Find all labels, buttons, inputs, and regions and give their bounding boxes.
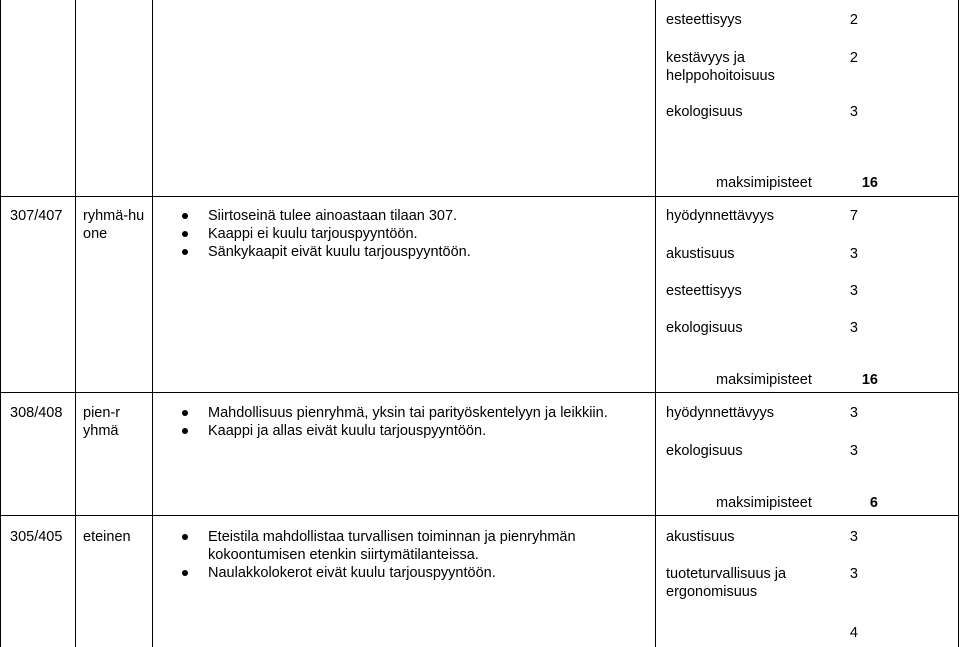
max-points-value: 16 <box>861 372 878 388</box>
criterion-points: 3 <box>849 320 858 336</box>
criterion-points: 4 <box>849 625 858 641</box>
column-divider <box>75 0 76 647</box>
list-item: Kaappi ja allas eivät kuulu tarjouspyyntöön. <box>178 422 608 440</box>
room-name <box>83 207 145 243</box>
criterion-points: 3 <box>849 529 858 545</box>
row-divider <box>0 196 959 197</box>
criterion-name: hyödynnettävyys <box>666 405 775 421</box>
room-notes <box>178 404 608 440</box>
criterion-name: ekologisuus <box>666 320 743 336</box>
list-item <box>178 528 638 564</box>
room-name-text: pien-ryhmä <box>83 405 121 439</box>
row-divider <box>0 515 959 516</box>
criterion-name: tuoteturvallisuus ja ergonomisuus <box>666 566 787 600</box>
criterion-points: 3 <box>849 104 858 120</box>
criterion-points: 7 <box>849 208 858 224</box>
column-divider <box>152 0 153 647</box>
row-divider <box>0 392 959 393</box>
list-item: Naulakkolokerot eivät kuulu tarjouspyyntöön. <box>178 564 638 582</box>
max-points-value: 16 <box>861 175 878 191</box>
criterion-points: 3 <box>849 283 858 299</box>
room-notes <box>178 528 638 582</box>
criterion-points: 2 <box>849 50 858 66</box>
column-divider <box>655 0 656 647</box>
room-code: 307/407 <box>10 208 63 224</box>
criterion-points: 3 <box>849 443 858 459</box>
criterion-name: kestävyys ja helppohoitoisuus <box>666 50 775 84</box>
max-points-label: maksimipisteet <box>716 175 812 191</box>
criterion-name: esteettisyys <box>666 283 742 299</box>
criterion-points: 3 <box>849 246 858 262</box>
max-points-label: maksimipisteet <box>716 495 812 511</box>
criterion-name: akustisuus <box>666 246 735 262</box>
room-name-text: ryhmä-huone <box>83 208 145 242</box>
room-notes <box>178 207 471 261</box>
criterion-points: 2 <box>849 12 858 28</box>
criterion-name: esteettisyys <box>666 12 742 28</box>
room-name <box>83 404 123 440</box>
table-border-right <box>958 0 959 647</box>
list-item-text: Eteistila mahdollistaa turvallisen toiminnan ja pienryhmän kokoontumisen etenkin siirtymätilanteissa. <box>208 529 576 563</box>
criterion-name: akustisuus <box>666 529 735 545</box>
room-code: 308/408 <box>10 405 63 421</box>
list-item: Siirtoseinä tulee ainoastaan tilaan 307. <box>178 207 471 225</box>
max-points-label: maksimipisteet <box>716 372 812 388</box>
criterion-points: 3 <box>849 405 858 421</box>
room-code: 305/405 <box>10 529 63 545</box>
room-name: eteinen <box>83 529 131 545</box>
list-item: Sänkykaapit eivät kuulu tarjouspyyntöön. <box>178 243 471 261</box>
max-points-value: 6 <box>869 495 878 511</box>
list-item: Mahdollisuus pienryhmä, yksin tai parityöskentelyyn ja leikkiin. <box>178 404 608 422</box>
criterion-name: ekologisuus <box>666 104 743 120</box>
criterion-name: ekologisuus <box>666 443 743 459</box>
list-item: Kaappi ei kuulu tarjouspyyntöön. <box>178 225 471 243</box>
table-border-left <box>0 0 1 647</box>
criterion-points: 3 <box>849 566 858 582</box>
criterion-name: hyödynnettävyys <box>666 208 775 224</box>
